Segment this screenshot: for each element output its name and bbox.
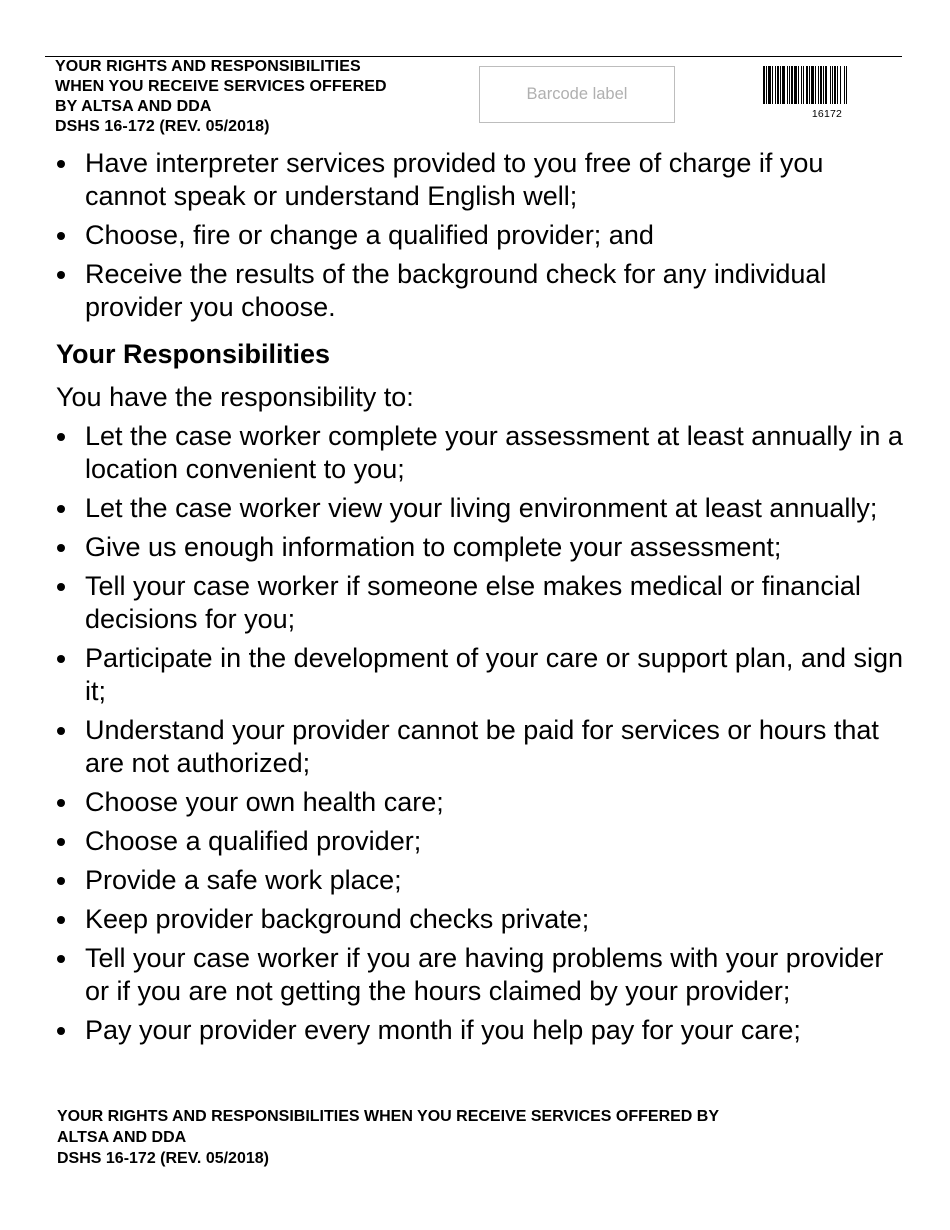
barcode-bar [777, 66, 779, 104]
barcode-bar [782, 66, 785, 104]
footer-form-number: DSHS 16-172 (REV. 05/2018) [57, 1150, 269, 1167]
barcode-bar [837, 66, 838, 104]
rights-list-continued [56, 147, 906, 330]
barcode-bar [791, 66, 793, 104]
barcode-bar [766, 66, 767, 104]
barcode-bar [834, 66, 836, 104]
barcode-bar [811, 66, 814, 104]
barcode-bar [823, 66, 824, 104]
list-item: Let the case worker complete your assessment at least annually in a location convenient to you; [56, 420, 906, 486]
list-item: Choose your own health care; [56, 786, 906, 819]
list-item: Tell your case worker if someone else makes medical or financial decisions for you; [56, 570, 906, 636]
barcode-bar [775, 66, 776, 104]
barcode-image [763, 66, 891, 104]
barcode-number: 16172 [811, 108, 843, 120]
page-footer [57, 1106, 887, 1169]
footer-line: YOUR RIGHTS AND RESPONSIBILITIES WHEN YOU RECEIVE SERVICES OFFERED BY [57, 1108, 720, 1125]
list-item: Provide a safe work place; [56, 864, 906, 897]
list-item: Participate in the development of your care or support plan, and sign it; [56, 642, 906, 708]
barcode-bar [806, 66, 808, 104]
list-item: Tell your case worker if you are having problems with your provider or if you are not getting the hours claimed by your provider; [56, 942, 906, 1008]
barcode-bar [768, 66, 771, 104]
form-number: DSHS 16-172 (REV. 05/2018) [55, 118, 270, 135]
barcode-bar [820, 66, 822, 104]
list-item: Understand your provider cannot be paid for services or hours that are not authorized; [56, 714, 906, 780]
section-heading: Your Responsibilities [56, 339, 331, 369]
barcode-bar [840, 66, 841, 104]
barcode-label-placeholder [479, 66, 675, 123]
form-header-line: YOUR RIGHTS AND RESPONSIBILITIES [55, 58, 361, 75]
form-header-line: WHEN YOU RECEIVE SERVICES OFFERED [55, 78, 387, 95]
barcode-bar [846, 66, 847, 104]
barcode-bar [787, 66, 788, 104]
list-item: Choose a qualified provider; [56, 825, 906, 858]
barcode-bar [772, 66, 773, 104]
footer-line: ALTSA AND DDA [57, 1129, 187, 1146]
list-item: Receive the results of the background check for any individual provider you choose. [56, 258, 906, 324]
barcode-bar [780, 66, 781, 104]
barcode-bar [789, 66, 790, 104]
barcode-label-text: Barcode label [526, 85, 628, 103]
barcode-bar [832, 66, 833, 104]
form-header-title [55, 57, 455, 137]
barcode-bar [763, 66, 765, 104]
list-item: Pay your provider every month if you help pay for your care; [56, 1014, 906, 1047]
list-item: Keep provider background checks private; [56, 903, 906, 936]
list-item: Give us enough information to complete your assessment; [56, 531, 906, 564]
barcode-bar [825, 66, 827, 104]
barcode-bar [803, 66, 804, 104]
list-item: Have interpreter services provided to you free of charge if you cannot speak or understand English well; [56, 147, 906, 213]
barcode-bar [830, 66, 831, 104]
barcode-bar [801, 66, 802, 104]
barcode-bar [809, 66, 810, 104]
barcode-bar [794, 66, 797, 104]
section-intro: You have the responsibility to: [56, 382, 414, 412]
barcode-bar [815, 66, 816, 104]
form-header-line: BY ALTSA AND DDA [55, 98, 212, 115]
barcode-bar [844, 66, 845, 104]
list-item: Choose, fire or change a qualified provider; and [56, 219, 906, 252]
responsibilities-list [56, 420, 906, 1053]
list-item: Let the case worker view your living environment at least annually; [56, 492, 906, 525]
barcode-bar [798, 66, 799, 104]
barcode-bar [818, 66, 819, 104]
